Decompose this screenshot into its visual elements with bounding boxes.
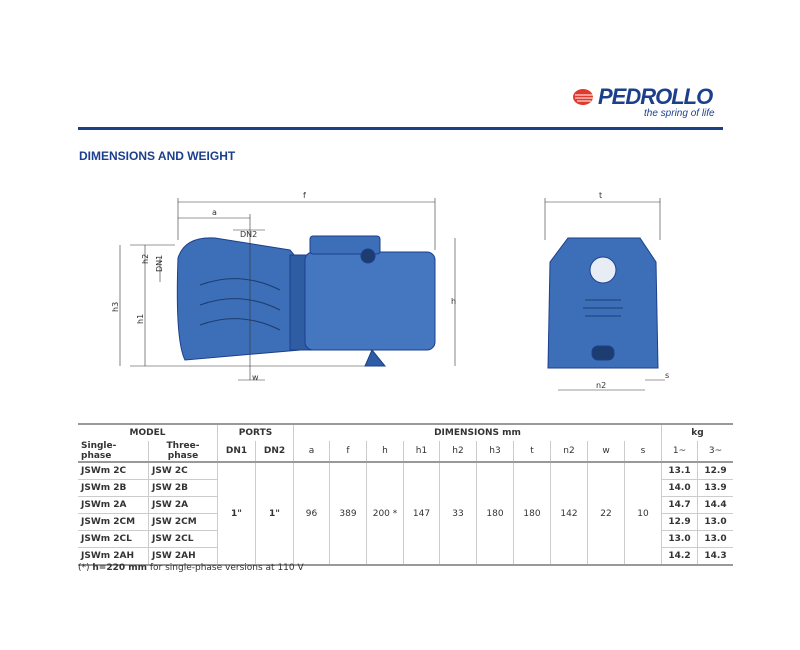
label-dn1: DN1	[155, 254, 164, 272]
value-t: 180	[514, 462, 551, 565]
col-kg-3: 3~	[698, 441, 734, 462]
col-h2: h2	[440, 441, 477, 462]
dimensions-table	[78, 423, 733, 566]
model-three: JSW 2CM	[149, 514, 218, 531]
value-h2: 33	[440, 462, 477, 565]
value-h1: 147	[404, 462, 440, 565]
model-single: JSWm 2CL	[78, 531, 149, 548]
label-h1: h1	[136, 313, 145, 324]
value-dn1: 1"	[218, 462, 256, 565]
kg-3: 14.3	[698, 548, 734, 566]
section-title: DIMENSIONS AND WEIGHT	[79, 149, 236, 163]
col-f: f	[330, 441, 367, 462]
value-h3: 180	[477, 462, 514, 565]
model-three: JSW 2C	[149, 462, 218, 480]
kg-1: 13.0	[662, 531, 698, 548]
table-row	[78, 462, 733, 480]
brand-name: PEDROLLO	[598, 84, 713, 109]
brand-tagline: the spring of life	[644, 108, 715, 119]
kg-3: 13.9	[698, 480, 734, 497]
model-single: JSWm 2C	[78, 462, 149, 480]
footnote-bold: h=220 mm	[92, 563, 148, 573]
model-single: JSWm 2B	[78, 480, 149, 497]
kg-3: 14.4	[698, 497, 734, 514]
col-n2: n2	[551, 441, 588, 462]
label-h: h	[451, 297, 457, 306]
front-view-pump	[548, 238, 658, 368]
label-f: f	[303, 191, 306, 200]
kg-3: 13.0	[698, 514, 734, 531]
col-dn2: DN2	[256, 441, 294, 462]
model-single: JSWm 2AH	[78, 548, 149, 566]
model-three: JSW 2A	[149, 497, 218, 514]
header-model: MODEL	[78, 424, 218, 441]
value-a: 96	[294, 462, 330, 565]
value-w: 22	[588, 462, 625, 565]
footnote-prefix: (*)	[78, 563, 93, 573]
label-t: t	[599, 191, 603, 200]
value-s: 10	[625, 462, 662, 565]
header-dimensions: DIMENSIONS mm	[294, 424, 662, 441]
col-a: a	[294, 441, 330, 462]
col-kg-1: 1~	[662, 441, 698, 462]
model-three: JSW 2CL	[149, 531, 218, 548]
col-t: t	[514, 441, 551, 462]
footnote	[78, 563, 304, 573]
kg-1: 13.1	[662, 462, 698, 480]
model-three: JSW 2B	[149, 480, 218, 497]
value-n2: 142	[551, 462, 588, 565]
col-h3: h3	[477, 441, 514, 462]
label-dn2: DN2	[240, 230, 258, 239]
footnote-text: for single-phase versions at 110 V	[147, 563, 304, 573]
label-w: w	[252, 373, 259, 382]
kg-1: 14.2	[662, 548, 698, 566]
model-three: JSW 2AH	[149, 548, 218, 566]
label-h2: h2	[141, 253, 150, 264]
col-three-phase: Three-phase	[149, 441, 218, 462]
label-s: s	[665, 371, 670, 380]
col-s: s	[625, 441, 662, 462]
header-kg: kg	[662, 424, 734, 441]
col-h: h	[367, 441, 404, 462]
col-single-phase: Single-phase	[78, 441, 149, 462]
kg-1: 14.7	[662, 497, 698, 514]
kg-1: 14.0	[662, 480, 698, 497]
col-w: w	[588, 441, 625, 462]
label-n2: n2	[596, 381, 607, 390]
kg-1: 12.9	[662, 514, 698, 531]
value-dn2: 1"	[256, 462, 294, 565]
side-view-pump	[177, 236, 435, 366]
col-h1: h1	[404, 441, 440, 462]
model-single: JSWm 2CM	[78, 514, 149, 531]
header-ports: PORTS	[218, 424, 294, 441]
label-h3: h3	[111, 301, 120, 312]
kg-3: 13.0	[698, 531, 734, 548]
value-f: 389	[330, 462, 367, 565]
model-single: JSWm 2A	[78, 497, 149, 514]
value-h: 200 *	[367, 462, 404, 565]
col-dn1: DN1	[218, 441, 256, 462]
kg-3: 12.9	[698, 462, 734, 480]
label-a: a	[212, 208, 217, 217]
